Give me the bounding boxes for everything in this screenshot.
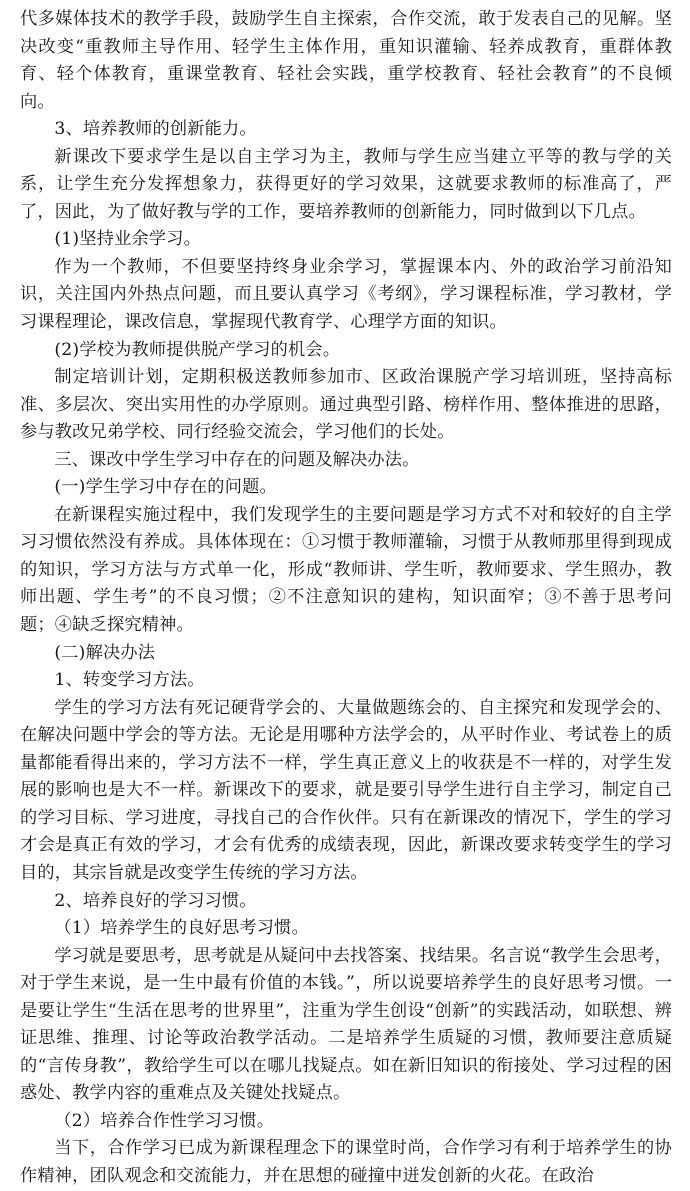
heading-off-duty-training: (2)学校为教师提供脱产学习的机会。: [54, 339, 341, 360]
heading-existing-problems: (一)学生学习中存在的问题。: [54, 477, 277, 498]
heading-thinking-habits: （1）培养学生的良好思考习惯。: [54, 918, 309, 939]
paragraph-learning-methods: 学生的学习方法有死记硬背学会的、大量做题练会的、自主探究和发现学会的、在解决问题中学会的等方法。无论是用哪种方法学会的，从平时作业、考试卷上的质量都能看得出来的，学习方法不一样，学生真正意义上的收获是不一样的，对学生发展的影响也是大不一样。新课改下的要求，就是要引导学生进行自主学习，制定自己的学习目标、学习进度，寻找自己的合作伙伴。只有在新课改的情况下，学生的学习才会是真正有效的学习，才会有优秀的成绩表现，因此，新课改要求转变学生的学习目的，其宗旨就是改变学生传统的学习方法。: [20, 697, 672, 883]
heading-good-habits: 2、培养良好的学习习惯。: [54, 890, 257, 911]
paragraph-teacher-standards: 新课改下要求学生是以自主学习为主，教师与学生应当建立平等的教与学的关系，让学生充分发挥想象力，获得更好的学习效果，这就要求教师的标准高了，严了，因此，为了做好教与学的工作，要培养教师的创新能力，同时做到以下几点。: [20, 146, 672, 222]
paragraph-training-plan: 制定培训计划，定期积极送教师参加市、区政治课脱产学习培训班，坚持高标准、多层次、突出实用性的办学原则。通过典型引路、榜样作用、整体推进的思路，参与教改兄弟学校、同行经验交流会，学习他们的长处。: [20, 367, 672, 443]
heading-spare-time-study: (1)坚持业余学习。: [54, 229, 202, 250]
heading-cooperative-habits: （2）培养合作性学习习惯。: [54, 1110, 275, 1131]
paragraph-intro-continuation: 代多媒体技术的教学手段，鼓励学生自主探索，合作交流，敢于发表自己的见解。坚决改变“重教师主导作用、轻学生主体作用，重知识灌输、轻养成教育，重群体教育、轻个体教育，重课堂教育、轻社会实践，重学校教育、轻社会教育”的不良倾向。: [20, 9, 672, 112]
heading-change-methods: 1、转变学习方法。: [54, 670, 205, 691]
heading-teacher-innovation: 3、培养教师的创新能力。: [54, 119, 257, 140]
paragraph-problem-description: 在新课程实施过程中，我们发现学生的主要问题是学习方式不对和较好的自主学习习惯依然没有养成。具体体现在：①习惯于教师灌输，习惯于从教师那里得到现成的知识，学习方法与方式单一化，形成“教师讲、学生听，教师要求、学生照办，教师出题、学生考”的不良习惯；②不注意知识的建构，知识面窄；③不善于思考问题；④缺乏探究精神。: [20, 504, 672, 636]
paragraph-lifelong-learning: 作为一个教师，不但要坚持终身业余学习，掌握课本内、外的政治学习前沿知识，关注国内外热点问题，而且要认真学习《考纲》，学习课程标准，学习教材，学习课程理论，课改信息，掌握现代教育学、心理学方面的知识。: [20, 256, 672, 333]
heading-section-three: 三、课改中学生学习中存在的问题及解决办法。: [54, 449, 420, 470]
paragraph-thinking: 学习就是要思考，思考就是从疑问中去找答案、找结果。名言说“教学生会思考，对于学生来说，是一生中最有价值的本钱。”，所以说要培养学生的良好思考习惯。一是要让学生“生活在思考的世界里”，注重为学生创设“创新”的实践活动，如联想、辨证思维、推理、讨论等政治教学活动。二是培养学生质疑的习惯，教师要注意质疑的“言传身教”，教给学生可以在哪儿找疑点。如在新旧知识的衔接处、学习过程的困惑处、教学内容的重难点及关键处找疑点。: [20, 945, 672, 1104]
paragraph-cooperative-learning: 当下，合作学习已成为新课程理念下的课堂时尚，合作学习有利于培养学生的协作精神，团队观念和交流能力，并在思想的碰撞中迸发创新的火花。在政治: [20, 1138, 672, 1186]
heading-solutions: (二)解决办法: [54, 642, 156, 663]
